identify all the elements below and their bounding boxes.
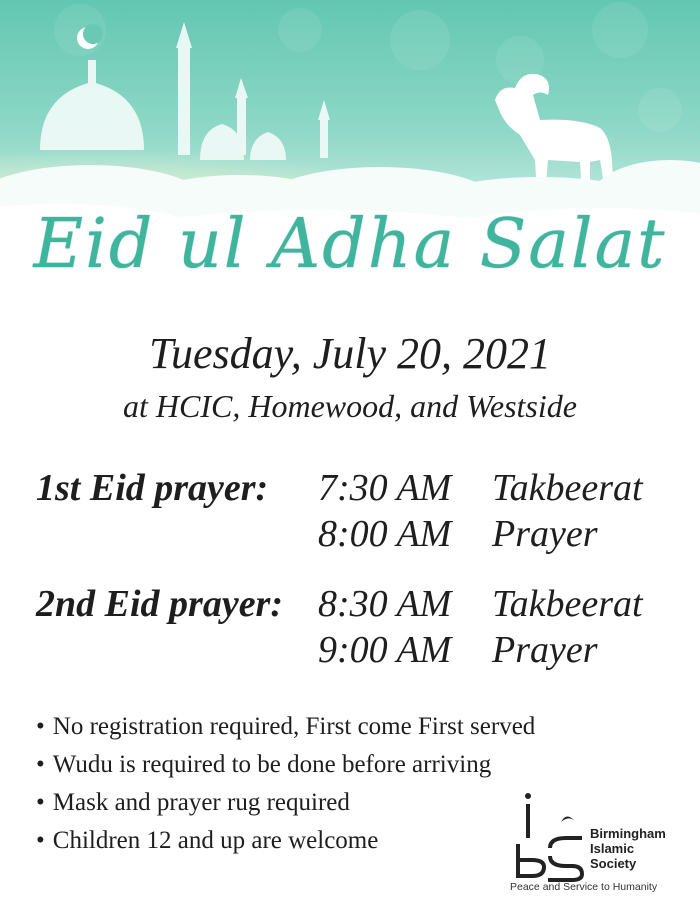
logo-name-line: Birmingham <box>590 826 666 841</box>
event-date: Tuesday, July 20, 2021 <box>148 329 552 378</box>
prayer-2-event-1: Takbeerat <box>492 583 643 625</box>
prayer-2-label: 2nd Eid prayer: <box>36 583 283 625</box>
prayer-1-event-2: Prayer <box>492 513 598 555</box>
event-title: Eid ul Adha Salat <box>33 205 667 284</box>
note-item: • No registration required, First come First served <box>36 708 535 746</box>
prayer-2-event-2: Prayer <box>492 629 598 671</box>
note-item: • Children 12 and up are welcome <box>36 822 535 860</box>
prayer-1-label: 1st Eid prayer: <box>36 467 269 509</box>
logo-tagline: Peace and Service to Humanity <box>510 881 658 893</box>
prayer-2-time-2: 9:00 AM <box>318 629 452 671</box>
prayer-1-time-2: 8:00 AM <box>318 513 452 555</box>
logo-name-line: Society <box>590 856 637 871</box>
event-locations: at HCIC, Homewood, and Westside <box>123 388 577 424</box>
logo-name-line: Islamic <box>590 841 635 856</box>
prayer-2-time-1: 8:30 AM <box>318 583 452 625</box>
notes-list <box>36 708 535 860</box>
banner-illustration <box>0 0 700 240</box>
note-item: • Mask and prayer rug required <box>36 784 535 822</box>
prayer-1-time-1: 7:30 AM <box>318 467 452 509</box>
logo-name <box>590 826 666 871</box>
prayer-1-event-1: Takbeerat <box>492 467 643 509</box>
note-item: • Wudu is required to be done before arriving <box>36 746 535 784</box>
